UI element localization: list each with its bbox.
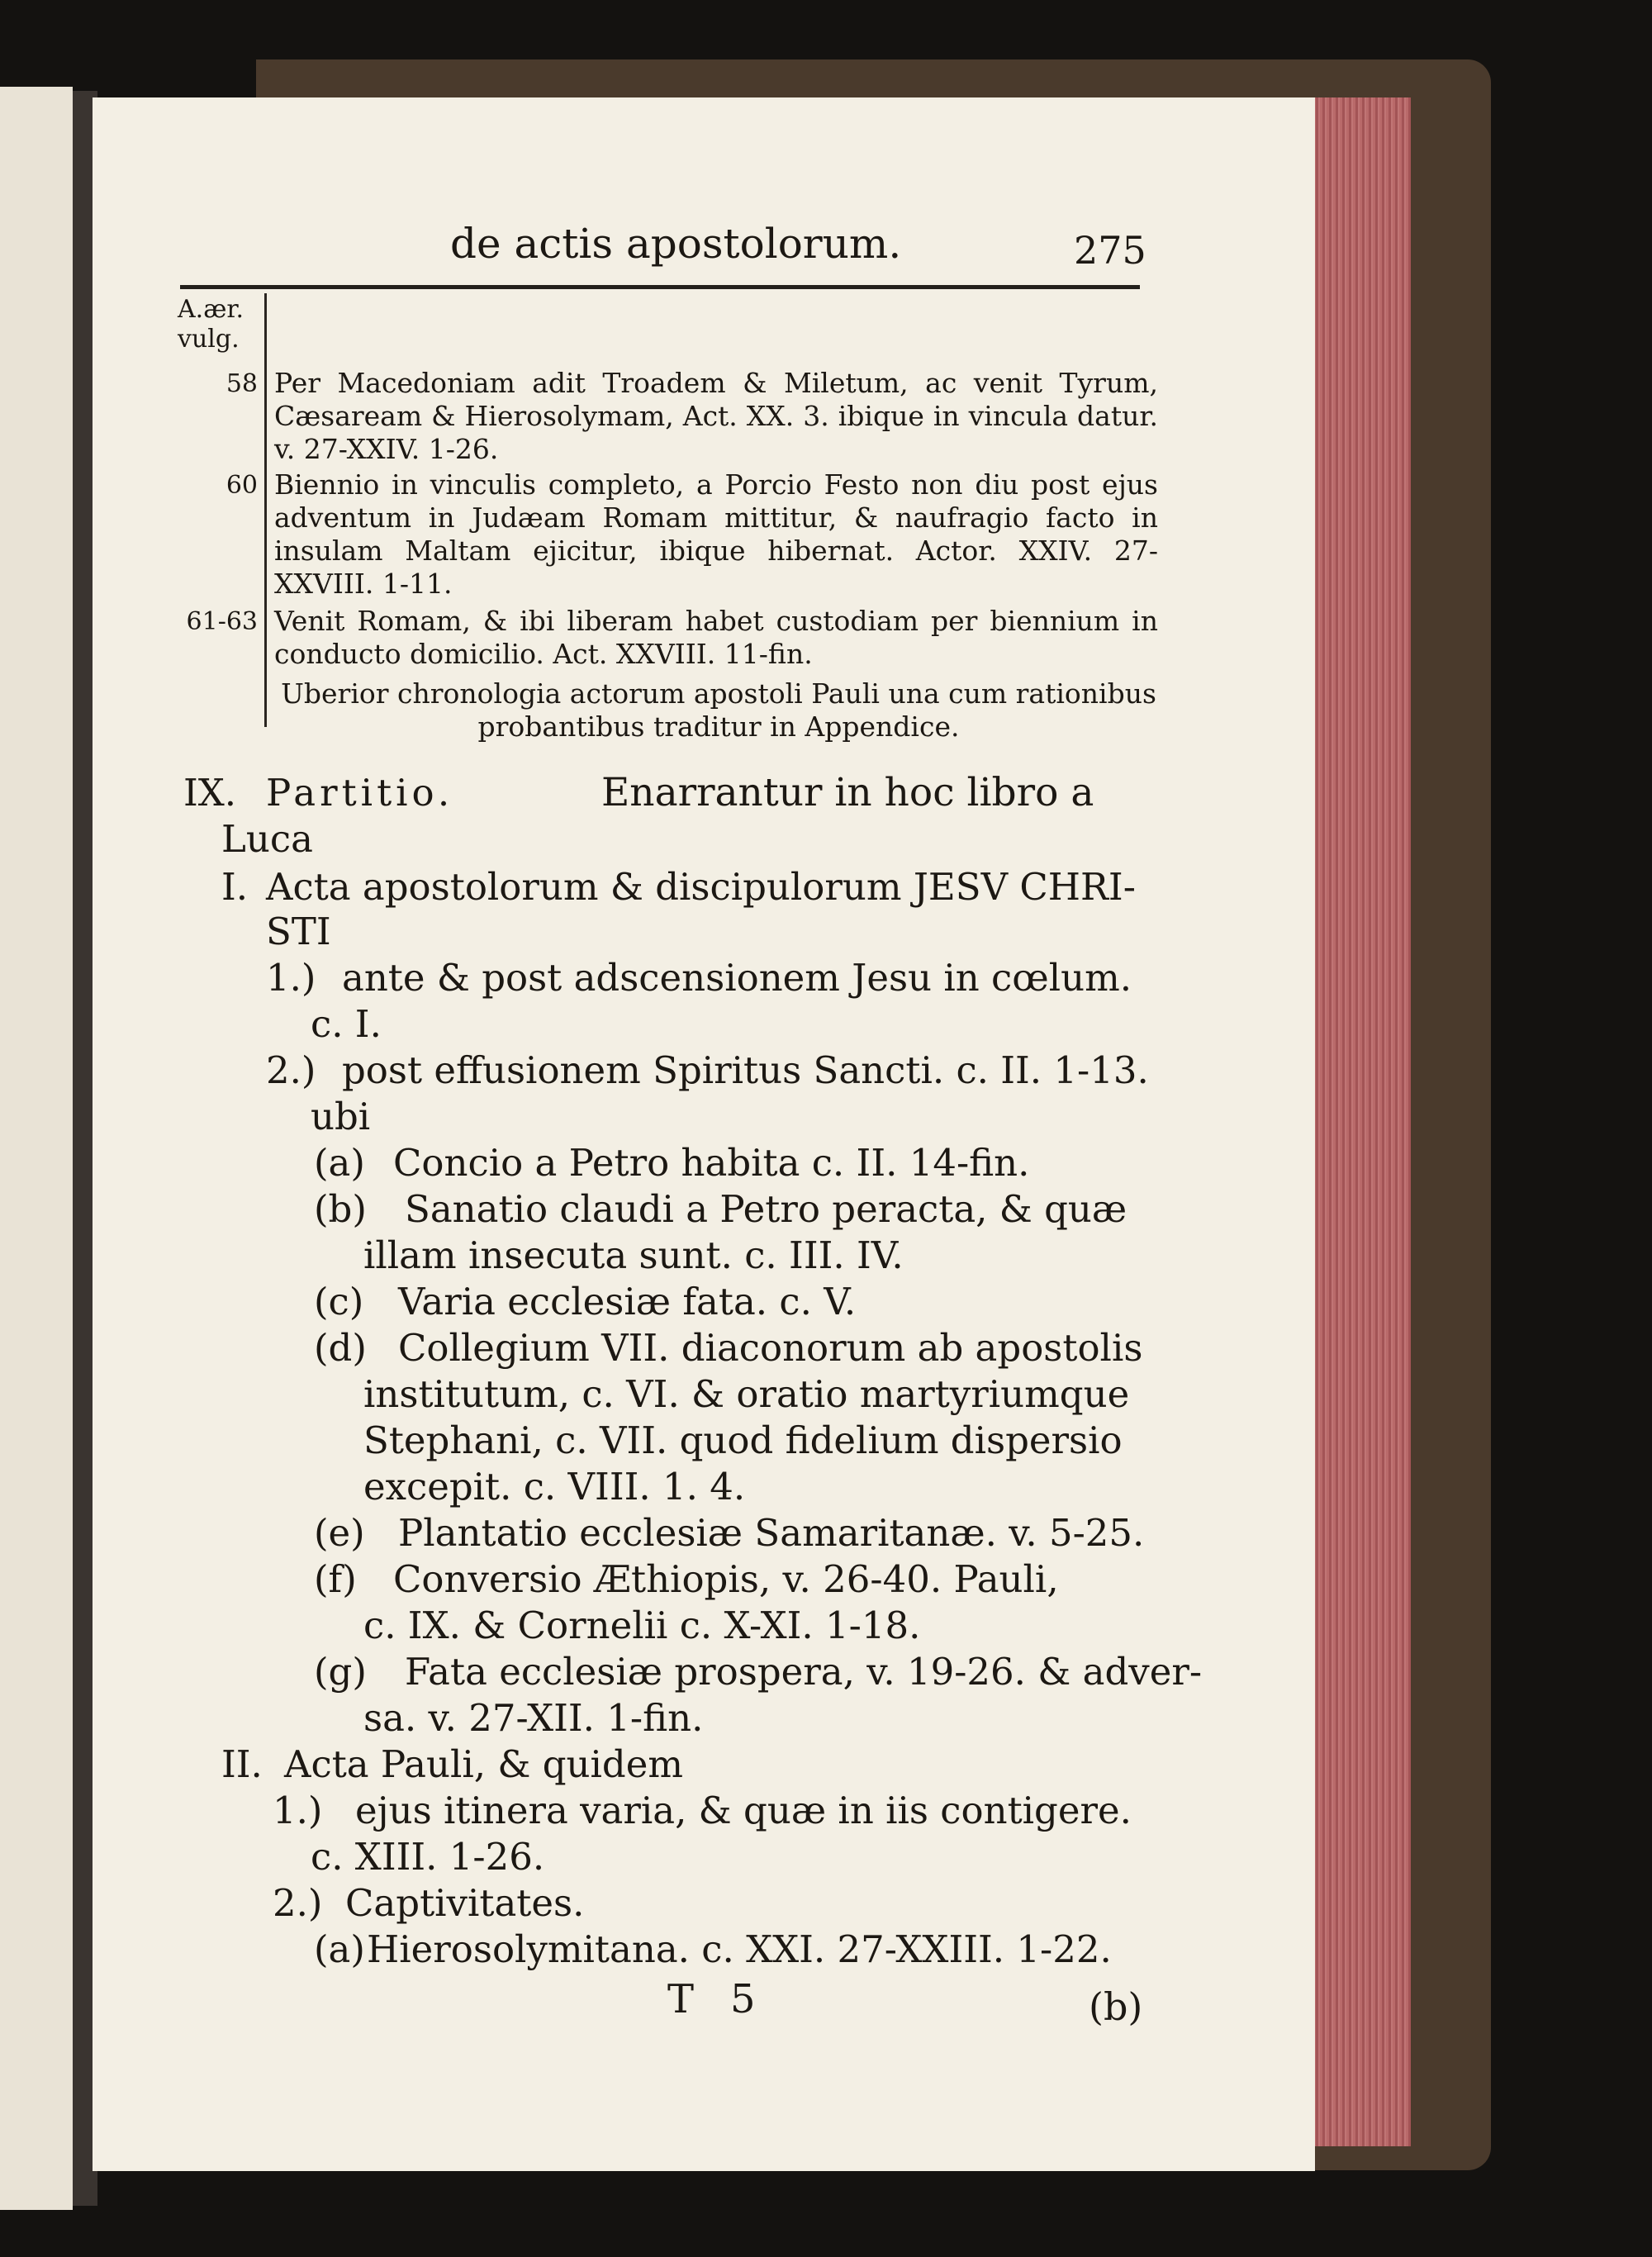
subpart-label: 1.)	[266, 956, 316, 1000]
table-row-year: 58	[225, 369, 258, 398]
item-line: Collegium VII. diaconorum ab apostolis	[398, 1326, 1143, 1370]
page-edge-red	[1313, 97, 1411, 2146]
subpart-line: Captivitates.	[345, 1881, 585, 1925]
item-label: (d)	[314, 1326, 367, 1370]
subpart-line: c. XIII. 1-26.	[311, 1835, 545, 1879]
table-divider	[264, 293, 267, 727]
catchword: (b)	[1089, 1984, 1143, 2029]
item-line: c. IX. & Cornelii c. X-XI. 1-18.	[363, 1604, 921, 1647]
item-line: Varia ecclesiæ fata. c. V.	[398, 1280, 857, 1323]
table-row-year: 60	[225, 471, 258, 500]
signature-letter: T	[667, 1976, 695, 2022]
part-numeral: I.	[221, 865, 249, 909]
item-line: illam insecuta sunt. c. III. IV.	[363, 1233, 904, 1277]
item-label: (a)	[314, 1141, 365, 1185]
item-line: excepit. c. VIII. 1. 4.	[363, 1465, 746, 1509]
subpart-line: post effusionem Spiritus Sancti. c. II. 1-13.	[342, 1048, 1149, 1092]
header-rule	[180, 285, 1140, 289]
item-label: (f)	[314, 1557, 357, 1601]
item-line: Stephani, c. VII. quod fidelium dispersio	[363, 1418, 1123, 1462]
item-line: Fata ecclesiæ prospera, v. 19-26. & adver-	[405, 1650, 1203, 1694]
section-number: IX.	[183, 771, 237, 815]
item-line: Plantatio ecclesiæ Samaritanæ. v. 5-25.	[398, 1511, 1145, 1555]
subpart-label: 1.)	[273, 1789, 323, 1832]
item-line: Conversio Æthiopis, v. 26-40. Pauli,	[393, 1557, 1059, 1601]
subpart-line: ante & post adscensionem Jesu in cœlum.	[342, 956, 1132, 1000]
subpart-label: 2.)	[273, 1881, 323, 1925]
section-intro: Enarrantur in hoc libro a	[601, 770, 1094, 815]
item-label: (g)	[314, 1650, 367, 1694]
subpart-line: c. I.	[311, 1002, 382, 1046]
part-line: Acta apostolorum & discipulorum JESV CHRI-	[266, 865, 1136, 909]
part-numeral: II.	[221, 1742, 263, 1786]
table-row-text: Venit Romam, & ibi liberam habet custodiam per biennium in conducto domicilio. Act. XXVIII. 11-fin.	[274, 605, 1158, 670]
table-row-text: Per Macedoniam adit Troadem & Miletum, ac venit Tyrum, Cæsaream & Hierosolymam, Act. XX. 3. ibique in vincula datur. v. 27-XXIV. 1-26.	[274, 367, 1158, 465]
item-line: Concio a Petro habita c. II. 14-fin.	[393, 1141, 1030, 1185]
item-label: (b)	[314, 1187, 367, 1231]
section-intro-continued: Luca	[221, 817, 313, 861]
running-title: de actis apostolorum.	[450, 220, 902, 268]
part-line: Acta Pauli, & quidem	[284, 1742, 684, 1786]
page-number: 275	[1074, 228, 1146, 273]
subpart-line: ejus itinera varia, & quæ in iis contigere.	[355, 1789, 1132, 1832]
item-line: sa. v. 27-XII. 1-fin.	[363, 1696, 704, 1740]
item-line: Sanatio claudi a Petro peracta, & quæ	[405, 1187, 1127, 1231]
item-line: Hierosolymitana. c. XXI. 27-XXIII. 1-22.	[367, 1927, 1112, 1971]
subpart-label: 2.)	[266, 1048, 316, 1092]
item-label: (e)	[314, 1511, 365, 1555]
item-label: (a)	[314, 1927, 365, 1971]
item-label: (c)	[314, 1280, 364, 1323]
item-line: institutum, c. VI. & oratio martyriumque	[363, 1372, 1130, 1416]
signature-number: 5	[730, 1976, 756, 2022]
table-column-heading-vulg: vulg.	[178, 325, 240, 354]
table-column-heading-era: A.ær.	[178, 295, 244, 324]
table-row-year: 61-63	[186, 607, 258, 636]
section-heading: Partitio.	[266, 771, 454, 815]
subpart-line: ubi	[311, 1095, 371, 1138]
table-note: Uberior chronologia actorum apostoli Pauli una cum rationibus probantibus traditur in Appendice.	[281, 677, 1156, 743]
part-line: STI	[266, 910, 331, 953]
table-row-text: Biennio in vinculis completo, a Porcio Festo non diu post ejus adventum in Judæam Romam mittitur, & naufragio facto in insulam Maltam ejicitur, ibique hibernat. Actor. XXIV. 27-XXVIII. 1-11.	[274, 468, 1158, 600]
facing-page-edge	[0, 87, 73, 2210]
